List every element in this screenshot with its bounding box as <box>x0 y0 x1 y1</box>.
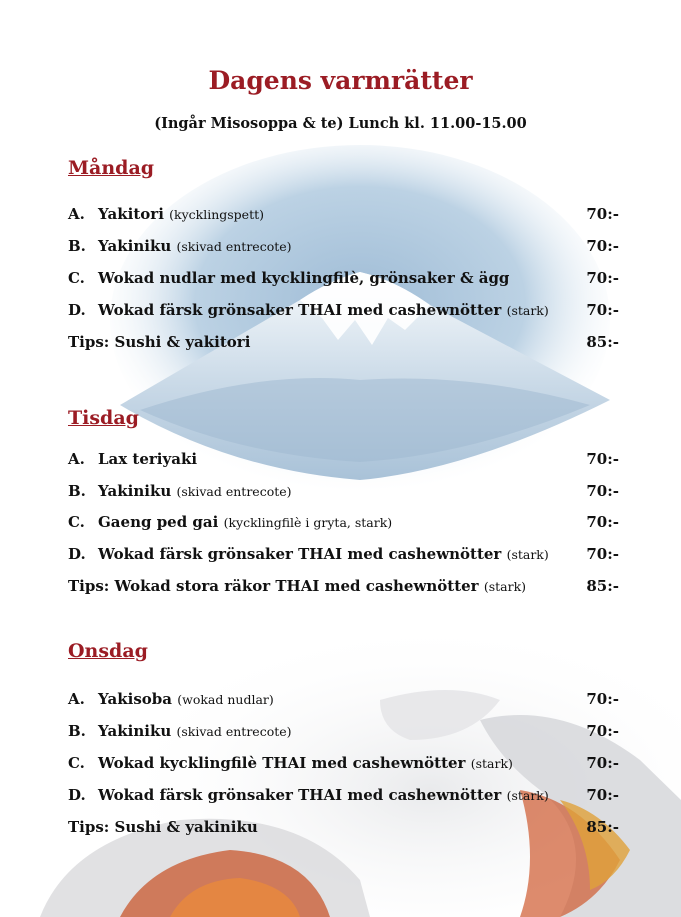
price: 70:- <box>586 482 619 500</box>
menu-item: A. Lax teriyaki 70:- <box>68 450 619 468</box>
page-title: Dagens varmrätter <box>208 66 473 95</box>
day-heading-onsdag: Onsdag <box>68 640 148 662</box>
price: 70:- <box>586 205 619 223</box>
price: 70:- <box>586 690 619 708</box>
price: 85:- <box>586 577 619 595</box>
menu-item: B. Yakiniku (skivad entrecote) 70:- <box>68 722 619 740</box>
tips-item: Tips: Sushi & yakitori 85:- <box>68 333 619 351</box>
menu-item: A. Yakisoba (wokad nudlar) 70:- <box>68 690 619 708</box>
price: 70:- <box>586 754 619 772</box>
day-heading-mandag: Måndag <box>68 157 155 179</box>
price: 70:- <box>586 545 619 563</box>
menu-item: D. Wokad färsk grönsaker THAI med cashewnötter (stark) 70:- <box>68 786 619 804</box>
menu-item: C. Gaeng ped gai (kycklingfilè i gryta, stark) 70:- <box>68 513 619 531</box>
menu-item: C. Wokad kycklingfilè THAI med cashewnötter (stark) 70:- <box>68 754 619 772</box>
menu-item: B. Yakiniku (skivad entrecote) 70:- <box>68 237 619 255</box>
menu-item: D. Wokad färsk grönsaker THAI med cashewnötter (stark) 70:- <box>68 545 619 563</box>
price: 85:- <box>586 333 619 351</box>
price: 70:- <box>586 301 619 319</box>
price: 70:- <box>586 513 619 531</box>
tips-item: Tips: Sushi & yakiniku 85:- <box>68 818 619 836</box>
price: 70:- <box>586 237 619 255</box>
menu-item: C. Wokad nudlar med kycklingfilè, grönsaker & ägg 70:- <box>68 269 619 287</box>
price: 70:- <box>586 786 619 804</box>
menu-item: B. Yakiniku (skivad entrecote) 70:- <box>68 482 619 500</box>
tips-item: Tips: Wokad stora räkor THAI med cashewnötter (stark) 85:- <box>68 577 619 595</box>
day-heading-tisdag: Tisdag <box>68 407 139 429</box>
price: 85:- <box>586 818 619 836</box>
price: 70:- <box>586 450 619 468</box>
price: 70:- <box>586 269 619 287</box>
page-subtitle: (Ingår Misosoppa & te) Lunch kl. 11.00-15.00 <box>154 115 527 132</box>
price: 70:- <box>586 722 619 740</box>
menu-item: A. Yakitori (kycklingspett) 70:- <box>68 205 619 223</box>
menu-item: D. Wokad färsk grönsaker THAI med cashewnötter (stark) 70:- <box>68 301 619 319</box>
